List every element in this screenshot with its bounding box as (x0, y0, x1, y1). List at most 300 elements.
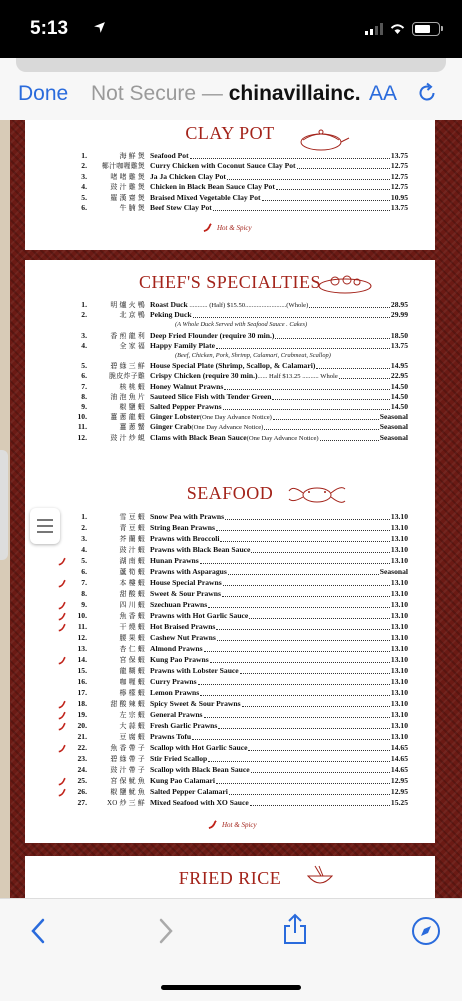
menu-item-name: House Special Plate (Shrimp, Scallop, & Calamari) (150, 361, 316, 371)
hamburger-line (37, 531, 53, 533)
menu-item-row (25, 578, 435, 589)
menu-item-row (25, 172, 435, 183)
back-arrow-icon[interactable] (28, 917, 48, 945)
menu-item-number: 3. (81, 330, 87, 340)
sheet-handle (16, 58, 446, 72)
menu-item-price: Seasonal (379, 567, 408, 576)
menu-item-name: Cashew Nut Prawns (150, 633, 216, 642)
menu-item-number: 2. (81, 310, 87, 320)
browser-address-bar (0, 58, 462, 120)
menu-item-price: 14.50 (390, 381, 408, 391)
cellular-signal-icon (365, 23, 383, 35)
menu-item-number: 25. (77, 776, 87, 785)
menu-item-chinese-name: 大 蒜 蝦 (119, 722, 145, 730)
menu-item-chinese-name: 豆 腐 蝦 (119, 733, 145, 741)
menu-item-chinese-name: XO 炒 三 鮮 (107, 799, 145, 807)
menu-item-price: 13.10 (390, 578, 408, 587)
dot-leader (297, 168, 390, 169)
menu-item-name: Spicy Sweet & Sour Prawns (150, 699, 241, 708)
menu-item-row (25, 567, 435, 578)
dot-leader (250, 805, 390, 806)
menu-item-chinese-name: 明 爐 火 鴨 (110, 301, 145, 309)
menu-item-chinese-name: 腰 果 蝦 (119, 634, 145, 642)
menu-item-number: 21. (77, 732, 87, 741)
menu-item-chinese-name: 碧 綠 三 鮮 (110, 362, 145, 371)
menu-item-name: Sauteed Slice Fish with Tender Green (150, 391, 272, 401)
dot-leader (190, 158, 390, 159)
dot-leader (276, 189, 390, 190)
menu-item-chinese-name: 杏 仁 蝦 (119, 645, 145, 653)
menu-item-chinese-name: 干 燒 蝦 (119, 623, 145, 631)
menu-item-row (25, 688, 435, 699)
menu-item-chinese-name: 核 桃 蝦 (119, 382, 145, 391)
dot-leader (240, 673, 390, 674)
menu-item-chinese-name: 左 宗 蝦 (119, 711, 145, 719)
menu-item-number: 4. (81, 340, 87, 350)
reload-icon[interactable] (416, 82, 438, 104)
menu-item-name: Hot Braised Prawns (150, 622, 216, 631)
menu-item-price: Seasonal (379, 432, 408, 442)
menu-item-row (25, 666, 435, 677)
menu-item-number: 11. (77, 422, 87, 432)
menu-item-name: Seafood Pot (150, 151, 189, 160)
dot-leader (223, 409, 390, 410)
menu-item-price: 13.10 (390, 721, 408, 730)
dot-leader (198, 684, 390, 685)
dot-leader (242, 706, 390, 707)
dot-leader (229, 794, 390, 795)
menu-item-row (25, 743, 435, 754)
menu-item-chinese-name: 椒 鹽 魷 魚 (110, 788, 145, 796)
dot-leader (216, 348, 390, 349)
menu-item-name: Snow Pea with Prawns (150, 512, 225, 521)
menu-item-name: Kung Pao Prawns (150, 655, 209, 664)
menu-item-number: 5. (81, 192, 87, 202)
menu-item-chinese-name: 本 樓 蝦 (119, 579, 145, 587)
menu-item-row (25, 589, 435, 600)
lobster-illustration (285, 477, 349, 511)
menu-item-number: 22. (77, 743, 87, 752)
menu-item-row (25, 512, 435, 523)
menu-item-name: Prawns Tofu (150, 732, 192, 741)
menu-item-chinese-name: 宮 保 蝦 (119, 656, 145, 664)
menu-item-number: 17. (77, 688, 87, 697)
menu-item-name: Clams with Black Bean Sauce (150, 432, 247, 442)
hot-spicy-legend: Hot & Spicy (222, 821, 257, 829)
menu-item-chinese-name: 薑 蔥 龍 蝦 (110, 413, 145, 422)
dot-leader (200, 563, 390, 564)
menu-item-detail: (One Day Advance Notice) (191, 424, 264, 432)
menu-item-row (25, 545, 435, 556)
menu-item-number: 16. (77, 677, 87, 686)
dot-leader (339, 378, 390, 379)
menu-item-price: 13.10 (390, 655, 408, 664)
menu-item-name: String Bean Prawns (150, 523, 215, 532)
menu-item-price: 13.10 (390, 732, 408, 741)
menu-item-row (25, 721, 435, 732)
hamburger-line (37, 519, 53, 521)
menu-item-chinese-name: 椰汁咖喱雞煲 (101, 162, 145, 171)
status-bar (0, 0, 462, 58)
dot-leader (218, 728, 390, 729)
section-title: CLAY POT (185, 123, 275, 143)
menu-item-chinese-name: 香 煎 龍 利 (110, 331, 145, 340)
menu-item-row (25, 710, 435, 721)
menu-item-number: 13. (77, 644, 87, 653)
menu-item-chinese-name: 海 鮮 煲 (119, 152, 145, 160)
chili-pepper-icon (58, 612, 66, 621)
not-secure-label: Not Secure — (91, 82, 229, 105)
menu-item-name: Deep Fried Flounder (require 30 min.) (150, 330, 275, 340)
dot-leader (200, 695, 390, 696)
menu-item-price: 13.10 (390, 688, 408, 697)
dot-leader (192, 739, 390, 740)
chili-pepper-icon (58, 788, 66, 797)
hamburger-menu-button[interactable] (30, 508, 60, 544)
menu-item-price: 13.10 (390, 710, 408, 719)
menu-item-chinese-name: 咖 喱 蝦 (119, 678, 145, 686)
menu-item-name: Ginger Crab (150, 422, 192, 432)
menu-item-row (25, 161, 435, 172)
dot-leader (228, 574, 379, 575)
menu-item-chinese-name: 全 家 福 (119, 341, 145, 350)
menu-item-price: 13.10 (390, 556, 408, 565)
menu-item-chinese-name: 豉 汁 炒 蜆 (110, 433, 145, 442)
menu-item-row (25, 556, 435, 567)
section-title: SEAFOOD (186, 483, 274, 503)
menu-item-row (25, 655, 435, 666)
menu-item-name: Prawns with Asparagus (150, 567, 227, 576)
dot-leader (220, 541, 389, 542)
menu-item-name: Ginger Lobster (150, 412, 200, 422)
menu-item-number: 5. (81, 556, 87, 565)
menu-item-row (25, 611, 435, 622)
menu-item-number: 18. (77, 699, 87, 708)
menu-item-price: 13.75 (390, 151, 408, 160)
menu-item-number: 5. (81, 361, 87, 371)
wifi-icon (389, 23, 406, 35)
dot-leader (272, 399, 389, 400)
menu-item-name: Prawns with Black Bean Sauce (150, 545, 251, 554)
menu-item-price: 14.65 (390, 765, 408, 774)
dot-leader (224, 389, 390, 390)
menu-item-price: 13.75 (390, 340, 408, 350)
menu-item-chinese-name: 四 川 蝦 (119, 601, 145, 609)
menu-item-price: 12.75 (390, 182, 408, 192)
menu-item-chinese-name: 豉 汁 帶 子 (110, 766, 145, 774)
chili-pepper-icon (58, 744, 66, 753)
menu-item-number: 27. (77, 798, 87, 807)
dot-leader (251, 772, 390, 773)
dot-leader (210, 662, 390, 663)
menu-item-name: Chicken in Black Bean Sauce Clay Pot (150, 182, 275, 192)
menu-item-number: 19. (77, 710, 87, 719)
menu-item-number: 12. (77, 432, 87, 442)
dot-leader (204, 717, 390, 718)
menu-item-name: Peking Duck (150, 310, 192, 320)
section-title: FRIED RICE (178, 868, 282, 888)
menu-item-name: Salted Pepper Calamari (150, 787, 228, 796)
menu-item-number: 2. (81, 161, 87, 171)
menu-item-chinese-name: 芥 蘭 蝦 (119, 535, 145, 543)
reader-aa-button[interactable]: AA (369, 82, 398, 105)
menu-item-price: 13.10 (390, 534, 408, 543)
menu-item-row (25, 633, 435, 644)
chili-pepper-icon (58, 722, 66, 731)
dot-leader (216, 629, 390, 630)
side-tab (0, 450, 8, 560)
menu-item-row (25, 203, 435, 214)
menu-item-row (25, 151, 435, 162)
menu-item-detail: ...... Half $13.25 .......... Whole (257, 373, 338, 381)
menu-item-row (25, 787, 435, 798)
chili-pepper-icon (203, 223, 212, 232)
menu-item-price: Seasonal (379, 412, 408, 422)
dot-leader (249, 618, 390, 619)
menu-item-detail: (One Day Advance Notice) (199, 414, 272, 422)
battery-icon (412, 22, 440, 36)
menu-item-price: 13.10 (390, 677, 408, 686)
menu-item-row (25, 677, 435, 688)
menu-item-name: Scallop with Hot Garlic Sauce (150, 743, 248, 752)
menu-item-name: Honey Walnut Prawns (150, 381, 224, 391)
chili-pepper-icon (58, 557, 66, 566)
seafood-section (25, 465, 435, 843)
dot-leader (208, 607, 390, 608)
menu-item-number: 23. (77, 754, 87, 763)
menu-item-number: 26. (77, 787, 87, 796)
compass-icon[interactable] (411, 916, 441, 946)
menu-item-price: 13.10 (390, 512, 408, 521)
menu-item-chinese-name: 啫 啫 雞 煲 (110, 172, 145, 181)
dot-leader (216, 530, 390, 531)
home-indicator (161, 985, 301, 990)
menu-item-chinese-name: 羅 漢 齋 煲 (110, 193, 145, 202)
menu-item-price: 29.99 (390, 310, 408, 320)
url-field[interactable] (91, 82, 361, 106)
menu-item-chinese-name: 北 京 鴨 (119, 311, 145, 320)
menu-item-number: 4. (81, 182, 87, 192)
menu-item-number: 4. (81, 545, 87, 554)
menu-item-name: Curry Prawns (150, 677, 197, 686)
dot-leader (222, 596, 390, 597)
menu-item-row (25, 798, 435, 809)
chili-pepper-icon (58, 579, 66, 588)
status-time: 5:13 (30, 18, 69, 39)
menu-item-number: 10. (77, 611, 87, 620)
menu-item-number: 2. (81, 523, 87, 532)
menu-item-price: 13.10 (390, 622, 408, 631)
dot-leader (248, 750, 389, 751)
menu-item-row (25, 433, 435, 444)
menu-item-row (25, 600, 435, 611)
menu-item-name: Lemon Prawns (150, 688, 200, 697)
menu-item-name: Braised Mixed Vegetable Clay Pot (150, 192, 261, 202)
menu-item-number: 12. (77, 633, 87, 642)
menu-item-name: Crispy Chicken (require 30 min.) (150, 371, 258, 381)
menu-item-row (25, 776, 435, 787)
menu-item-name: General Prawns (150, 710, 203, 719)
menu-item-chinese-name: 魚 香 蝦 (119, 612, 145, 620)
dot-leader (273, 419, 379, 420)
menu-item-price: 13.10 (390, 600, 408, 609)
menu-item-row (25, 622, 435, 633)
menu-item-price: 13.10 (390, 633, 408, 642)
menu-item-number: 1. (81, 151, 87, 160)
dot-leader (208, 761, 390, 762)
dot-leader (217, 640, 390, 641)
menu-item-price: 14.95 (390, 361, 408, 371)
clay-pot-section (25, 120, 435, 250)
menu-item-number: 10. (77, 412, 87, 422)
done-button[interactable]: Done (18, 82, 69, 105)
chili-pepper-icon (58, 700, 66, 709)
menu-item-name: Prawns with Hot Garlic Sauce (150, 611, 249, 620)
fried-rice-section (25, 856, 435, 898)
menu-item-price: 13.10 (390, 589, 408, 598)
menu-item-price: 12.95 (390, 776, 408, 785)
dot-leader (262, 200, 390, 201)
url-domain: chinavillainc. (228, 82, 361, 105)
menu-item-name: Beef Stew Clay Pot (150, 203, 212, 212)
menu-item-name: Sweet & Sour Prawns (150, 589, 221, 598)
menu-item-chinese-name: 檸 檬 蝦 (119, 689, 145, 697)
menu-item-price: 22.95 (390, 371, 408, 381)
menu-item-chinese-name: 碧 綠 帶 子 (110, 755, 145, 763)
menu-item-name: Kung Pao Calamari (150, 776, 215, 785)
dot-leader (193, 317, 390, 318)
chili-pepper-icon (58, 777, 66, 786)
menu-item-row (25, 699, 435, 710)
menu-item-price: 13.10 (390, 545, 408, 554)
hamburger-line (37, 525, 53, 527)
menu-item-price: Seasonal (379, 422, 408, 432)
menu-item-chinese-name: 甜 酸 蝦 (119, 590, 145, 598)
dot-leader (227, 179, 390, 180)
menu-item-row (25, 534, 435, 545)
menu-item-price: 14.50 (390, 391, 408, 401)
dot-leader (216, 783, 390, 784)
forward-arrow-icon[interactable] (156, 917, 176, 945)
dot-leader (320, 440, 379, 441)
menu-item-number: 11. (77, 622, 87, 631)
menu-item-name: Prawns with Lobster Sauce (150, 666, 239, 675)
menu-item-price: 13.10 (390, 611, 408, 620)
menu-item-number: 8. (81, 589, 87, 598)
menu-item-number: 20. (77, 721, 87, 730)
menu-item-price: 13.10 (390, 699, 408, 708)
menu-item-name: Roast Duck (150, 300, 188, 309)
menu-item-number: 7. (81, 578, 87, 587)
menu-item-name: House Special Prawns (150, 578, 222, 587)
chili-pepper-icon (208, 820, 217, 829)
hot-spicy-legend: Hot & Spicy (217, 224, 252, 232)
menu-item-price: 15.25 (390, 798, 408, 807)
menu-item-name: Happy Family Plate (150, 340, 215, 350)
menu-item-name: Almond Prawns (150, 644, 203, 653)
dot-leader (309, 307, 390, 308)
menu-item-chinese-name: 青 豆 蝦 (119, 524, 145, 532)
menu-item-chinese-name: 油 泡 魚 片 (110, 392, 145, 401)
menu-item-name: Szechuan Prawns (150, 600, 208, 609)
menu-item-price: 12.75 (390, 161, 408, 171)
menu-item-number: 1. (81, 300, 87, 309)
menu-item-row (25, 732, 435, 743)
menu-item-detail: ........... (Half) $15.50.........................(Whole) (187, 302, 309, 309)
menu-item-price: 12.75 (390, 171, 408, 181)
menu-item-row (25, 754, 435, 765)
menu-item-price: 12.95 (390, 787, 408, 796)
menu-item-number: 15. (77, 666, 87, 675)
menu-item-row (25, 765, 435, 776)
menu-item-chinese-name: 雪 豆 蝦 (119, 513, 145, 521)
menu-item-price: 14.65 (390, 743, 408, 752)
menu-item-detail: (One Day Advance Notice) (246, 434, 319, 442)
share-icon[interactable] (282, 913, 308, 945)
menu-item-number: 8. (81, 391, 87, 401)
menu-item-chinese-name: 牛 腩 煲 (119, 204, 145, 212)
dot-leader (251, 552, 389, 553)
clay-pot-illustration (295, 124, 351, 154)
menu-item-price: 14.65 (390, 754, 408, 763)
menu-item-row (25, 182, 435, 193)
menu-item-chinese-name: 蘆 筍 蝦 (119, 568, 145, 576)
menu-item-note: (Beef, Chicken, Pork, Shrimp, Calamari, Crabmeat, Scallop) (175, 352, 331, 359)
menu-item-name: Stir Fried Scallop (150, 754, 208, 763)
menu-item-number: 9. (81, 600, 87, 609)
menu-item-price: 10.95 (390, 192, 408, 202)
menu-item-chinese-name: 魚 香 帶 子 (110, 744, 145, 752)
menu-page-viewport[interactable] (0, 120, 462, 898)
menu-item-number: 6. (81, 567, 87, 576)
menu-item-chinese-name: 宮 保 魷 魚 (110, 777, 145, 785)
section-title: CHEF'S SPECIALTIES (138, 272, 322, 292)
menu-item-price: 14.50 (390, 402, 408, 411)
chili-pepper-icon (58, 656, 66, 665)
menu-item-name: Prawns with Broccoli (150, 534, 220, 543)
menu-item-number: 6. (81, 371, 87, 381)
menu-item-chinese-name: 湖 南 蝦 (119, 557, 145, 565)
chili-pepper-icon (58, 601, 66, 610)
menu-item-price: 13.10 (390, 666, 408, 675)
menu-item-chinese-name: 薑 蔥 蟹 (119, 423, 145, 432)
menu-item-row (25, 523, 435, 534)
menu-item-price: 28.95 (390, 300, 408, 309)
menu-item-chinese-name: 豉 汁 雞 煲 (110, 183, 145, 192)
menu-item-number: 1. (81, 512, 87, 521)
menu-item-number: 3. (81, 534, 87, 543)
menu-item-chinese-name: 甜 酸 辣 蝦 (110, 700, 145, 708)
menu-item-name: Mixed Seafood with XO Sauce (150, 798, 249, 807)
menu-item-chinese-name: 椒 鹽 蝦 (119, 403, 145, 411)
menu-item-name: Ja Ja Chicken Clay Pot (150, 171, 226, 181)
dot-leader (264, 429, 378, 430)
chili-pepper-icon (58, 623, 66, 632)
dot-leader (223, 585, 390, 586)
menu-item-name: Hunan Prawns (150, 556, 199, 565)
menu-item-note: (A Whole Duck Served with Seafood Sauce . Cakes) (175, 321, 308, 329)
menu-item-price: 13.10 (390, 644, 408, 653)
menu-item-price: 18.50 (390, 330, 408, 340)
dot-leader (316, 368, 390, 369)
menu-item-number: 14. (77, 655, 87, 664)
menu-item-chinese-name: 脆皮炸子雞 (109, 372, 145, 381)
menu-item-row (25, 193, 435, 204)
rice-bowl-illustration (305, 864, 335, 890)
location-arrow-icon (93, 21, 106, 34)
menu-item-number: 9. (81, 402, 87, 411)
platter-illustration (315, 268, 375, 296)
